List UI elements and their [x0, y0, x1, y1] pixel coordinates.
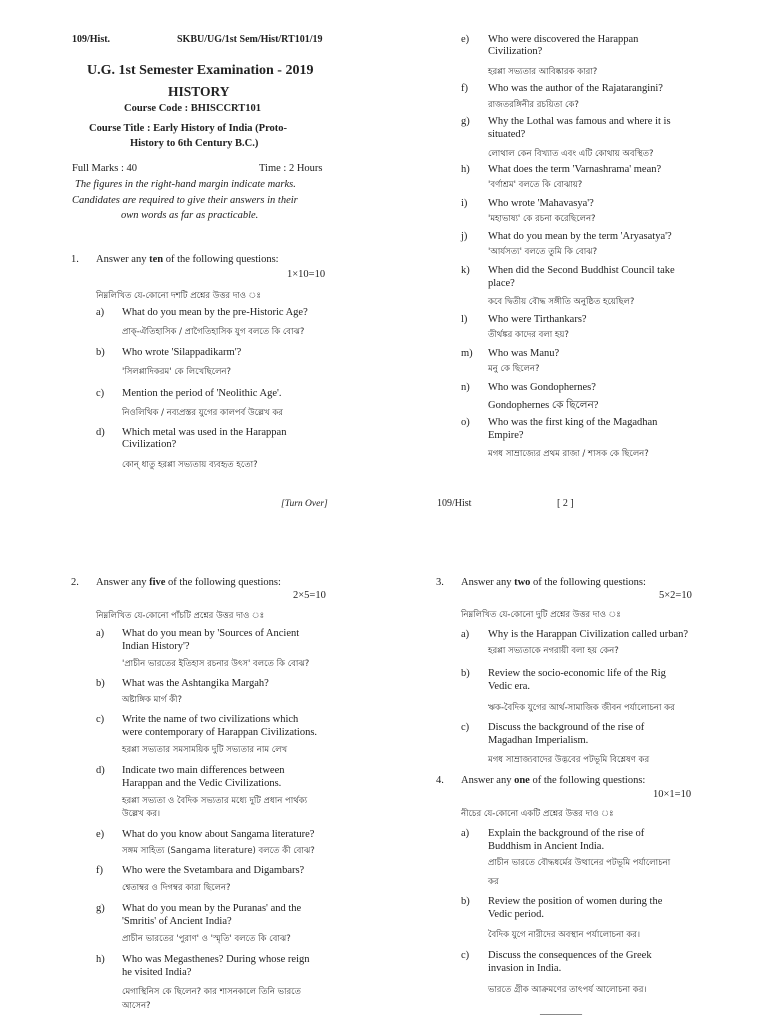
q2-bengali: নিম্নলিখিত যে-কোনো পাঁচটি প্রশ্নের উত্তর দাও ঃ	[96, 611, 265, 621]
item-bengali: প্রাচীন ভারতের 'পুরাণ' ও 'স্মৃতি' বলতে কি বোঝ?	[122, 934, 291, 944]
item-label: c)	[96, 714, 105, 725]
item-bengali: হরপ্পা সভ্যতার আবিষ্কারক কারা?	[488, 67, 598, 77]
q2-post: of the following questions:	[165, 577, 281, 588]
item-question: What do you mean by the pre-Historic Age?	[122, 307, 308, 318]
item-question: What does the term 'Varnashrama' mean?	[488, 164, 662, 175]
item-label: e)	[461, 34, 470, 45]
item-question: Review the position of women during the	[488, 896, 663, 907]
item-label: a)	[96, 628, 105, 639]
item-label: f)	[461, 83, 468, 94]
item-label: b)	[96, 678, 105, 689]
item-question: Write the name of two civilizations which	[122, 714, 299, 725]
item-question: Who were the Svetambara and Digambars?	[122, 865, 305, 876]
instruction-line3: own words as far as practicable.	[121, 210, 259, 221]
item-question: What do you mean by the Puranas' and the	[122, 903, 302, 914]
item-question: What do you mean by the term 'Aryasatya'?	[488, 231, 672, 242]
item-question: What do you mean by 'Sources of Ancient	[122, 628, 300, 639]
item-label: h)	[96, 954, 105, 965]
item-label: n)	[461, 382, 470, 393]
item-bengali: মনু কে ছিলেন?	[488, 364, 540, 374]
item-bengali: অষ্টাঙ্গিক মার্গ কী?	[122, 695, 182, 705]
item-question: Discuss the consequences of the Greek	[488, 950, 652, 961]
item-question: Who was Megasthenes? During whose reign	[122, 954, 310, 965]
exam-title: U.G. 1st Semester Examination - 2019	[87, 63, 314, 78]
item-label: b)	[96, 347, 105, 358]
exam-time: Time : 2 Hours	[259, 163, 323, 174]
item-label: g)	[96, 903, 105, 914]
item-question-cont: Magadhan Imperialism.	[488, 735, 589, 746]
item-question-cont: Harappan and the Vedic Civilizations.	[122, 778, 282, 789]
item-bengali: তীর্থঙ্কর কাদের বলা হয়?	[488, 330, 569, 340]
item-question-cont: Vedic era.	[488, 681, 530, 692]
q4-instruction	[461, 774, 645, 787]
item-question-cont: Civilization?	[488, 46, 543, 57]
item-bengali: ঋক-বৈদিক যুগের আর্থ-সামাজিক জীবন পর্যালোচনা কর	[488, 703, 675, 713]
q1-bengali: নিম্নলিখিত যে-কোনো দশটি প্রশ্নের উত্তর দাও ঃ	[96, 291, 261, 301]
item-question-cont: Indian History'?	[122, 641, 190, 652]
course-title-line1: Course Title : Early History of India (Proto-	[89, 123, 288, 134]
q1-instruction	[96, 253, 279, 266]
item-question-cont: situated?	[488, 129, 526, 140]
paper-code-right: SKBU/UG/1st Sem/Hist/RT101/19	[177, 34, 323, 45]
q1-number: 1.	[71, 254, 79, 265]
item-label: d)	[96, 765, 105, 776]
item-bengali: Gondophernes কে ছিলেন?	[488, 400, 599, 411]
q3-post: of the following questions:	[530, 577, 646, 588]
item-bengali: মগধ সাম্রাজ্যের প্রথম রাজা / শাসক কে ছিলেন?	[488, 449, 649, 459]
item-question-cont: Empire?	[488, 430, 524, 441]
item-label: o)	[461, 417, 470, 428]
item-question-cont: were contemporary of Harappan Civilizations.	[122, 727, 318, 738]
item-label: g)	[461, 116, 470, 127]
instruction-line1: The figures in the right-hand margin indicate marks.	[75, 179, 296, 190]
paper-code-left: 109/Hist.	[72, 34, 111, 45]
item-label: h)	[461, 164, 470, 175]
instruction-line2: Candidates are required to give their answers in their	[72, 195, 298, 206]
item-question: Who was the first king of the Magadhan	[488, 417, 658, 428]
item-question: Who wrote 'Silappadikarm'?	[122, 347, 242, 358]
item-question: Which metal was used in the Harappan	[122, 427, 287, 438]
item-label: d)	[96, 427, 105, 438]
q4-marks: 10×1=10	[653, 789, 692, 800]
q2-marks: 2×5=10	[293, 590, 326, 601]
item-label: l)	[461, 314, 468, 325]
item-question: Why the Lothal was famous and where it is	[488, 116, 671, 127]
item-label: c)	[461, 722, 470, 733]
item-bengali: শ্বেতাম্বর ও দিগম্বর কারা ছিলেন?	[122, 883, 231, 893]
item-label: c)	[96, 388, 105, 399]
item-bengali: 'সিলপ্পাদিকরম' কে লিখেছিলেন?	[122, 367, 232, 377]
item-question: What do you know about Sangama literature?	[122, 829, 315, 840]
q2-instruction	[96, 576, 281, 589]
turn-over: [Turn Over]	[281, 499, 328, 509]
item-question-cont: he visited India?	[122, 967, 192, 978]
q2-pre: Answer any	[96, 577, 150, 588]
item-bengali: হরপ্পা সভ্যতার সমসাময়িক দুটি সভ্যতার নাম লেখ	[122, 745, 288, 755]
q3-number: 3.	[436, 577, 444, 588]
item-label: a)	[461, 629, 470, 640]
q1-pre: Answer any	[96, 254, 150, 265]
item-label: i)	[461, 198, 468, 209]
item-bengali: ভারতে গ্রীক আক্রমণের তাৎপর্য আলোচনা কর।	[488, 985, 647, 995]
q4-bengali: নীচের যে-কোনো একটি প্রশ্নের উত্তর দাও ঃ	[461, 809, 614, 819]
item-bengali-cont: আসেন?	[122, 1001, 151, 1011]
item-question-cont: Civilization?	[122, 439, 177, 450]
item-bengali: মেগাস্থিনিস কে ছিলেন? কার শাসনকালে তিনি ভারতে	[122, 987, 301, 997]
item-question: Who were discovered the Harappan	[488, 34, 639, 45]
item-bengali-cont: উল্লেখ কর।	[122, 809, 161, 819]
item-question-cont: 'Smritis' of Ancient India?	[122, 916, 232, 927]
q4-number: 4.	[436, 775, 444, 786]
item-bengali: হরপ্পা সভ্যতা ও বৈদিক সভ্যতার মধ্যে দুটি প্রধান পার্থক্য	[122, 796, 308, 806]
item-label: b)	[461, 896, 470, 907]
subject-title: HISTORY	[168, 84, 230, 99]
item-question: What was the Ashtangika Margah?	[122, 678, 269, 689]
q1-marks: 1×10=10	[287, 269, 326, 280]
course-title-line2: History to 6th Century B.C.)	[130, 138, 259, 149]
item-question-cont: Buddhism in Ancient India.	[488, 841, 605, 852]
item-question: Review the socio-economic life of the Rig	[488, 668, 666, 679]
item-label: c)	[461, 950, 470, 961]
item-bengali: প্রাচীন ভারতে বৌদ্ধধর্মের উত্থানের পটভূমি পর্যালোচনা	[488, 858, 671, 868]
q3-instruction	[461, 576, 646, 589]
q4-post: of the following questions:	[529, 775, 646, 786]
item-bengali: কবে দ্বিতীয় বৌদ্ধ সঙ্গীতি অনুষ্ঠিত হয়েছিল?	[488, 297, 635, 307]
item-question: Why is the Harappan Civilization called urban?	[488, 629, 689, 640]
item-question: Mention the period of 'Neolithic Age'.	[122, 388, 282, 399]
item-question-cont: place?	[488, 278, 515, 289]
item-question: Indicate two main differences between	[122, 765, 285, 776]
item-question: Who was Gondophernes?	[488, 382, 596, 393]
item-question: Who wrote 'Mahavasya'?	[488, 198, 594, 209]
item-label: a)	[96, 307, 105, 318]
q4-pre: Answer any	[461, 775, 515, 786]
item-label: k)	[461, 265, 470, 276]
q4-count: one	[514, 775, 530, 786]
q2-number: 2.	[71, 577, 79, 588]
item-question: Who was Manu?	[488, 348, 560, 359]
item-label: b)	[461, 668, 470, 679]
item-bengali: হরপ্পা সভ্যতাকে নগরায়ী বলা হয় কেন?	[488, 646, 619, 656]
q1-count: ten	[149, 254, 164, 265]
item-bengali: রাজতরঙ্গিনীর রচয়িতা কে?	[488, 100, 579, 110]
item-label: f)	[96, 865, 103, 876]
q3-bengali: নিম্নলিখিত যে-কোনো দুটি প্রশ্নের উত্তর দাও ঃ	[461, 610, 621, 620]
item-question-cont: Vedic period.	[488, 909, 544, 920]
item-bengali: 'আর্যসত্য' বলতে তুমি কি বোঝ?	[488, 247, 598, 257]
q3-pre: Answer any	[461, 577, 515, 588]
page2-footer-code: 109/Hist	[437, 498, 472, 509]
item-label: m)	[461, 348, 473, 359]
item-bengali: লোথাল কেন বিখ্যাত এবং এটি কোথায় অবস্থিত?	[488, 149, 654, 159]
item-bengali-cont: কর	[488, 877, 499, 887]
item-bengali: কোন্ ধাতু হরপ্পা সভ্যতায় ব্যবহৃত হতো?	[122, 460, 258, 470]
q3-marks: 5×2=10	[659, 590, 692, 601]
item-bengali: 'বর্ণাশ্রম' বলতে কি বোঝায়?	[488, 180, 583, 190]
item-bengali: প্রাক্-ঐতিহাসিক / প্রাগৈতিহাসিক যুগ বলতে কি বোঝ?	[122, 327, 305, 337]
item-label: j)	[461, 231, 468, 242]
item-bengali: মগধ সাম্রাজ্যবাদের উদ্ভবের পটভূমি বিশ্লেষণ কর	[488, 755, 650, 765]
item-question-cont: invasion in India.	[488, 963, 562, 974]
q1-post: of the following questions:	[163, 254, 279, 265]
q2-count: five	[149, 577, 166, 588]
item-question: Who was the author of the Rajatarangini?	[488, 83, 663, 94]
item-bengali: বৈদিক যুগে নারীদের অবস্থান পর্যালোচনা কর।	[488, 930, 640, 940]
course-code: Course Code : BHISCCRT101	[124, 103, 262, 114]
q3-count: two	[514, 577, 531, 588]
item-question: When did the Second Buddhist Council take	[488, 265, 675, 276]
item-label: a)	[461, 828, 470, 839]
full-marks: Full Marks : 40	[72, 163, 138, 174]
page-number: [ 2 ]	[557, 498, 574, 509]
item-bengali: সঙ্গম সাহিত্য (Sangama literature) বলতে কী বোঝ?	[122, 846, 315, 856]
item-bengali: 'প্রাচীন ভারতের ইতিহাস রচনার উৎস' বলতে কি বোঝ?	[122, 659, 310, 669]
end-mark: ________	[540, 1005, 582, 1016]
item-label: e)	[96, 829, 105, 840]
item-question: Discuss the background of the rise of	[488, 722, 645, 733]
item-question: Who were Tirthankars?	[488, 314, 587, 325]
item-bengali: 'মহাভাষ্য' কে রচনা করেছিলেন?	[488, 214, 596, 224]
item-bengali: নিওলিথিক / নব্যপ্রস্তর যুগের কালপর্ব উল্লেখ কর	[122, 408, 283, 418]
item-question: Explain the background of the rise of	[488, 828, 645, 839]
